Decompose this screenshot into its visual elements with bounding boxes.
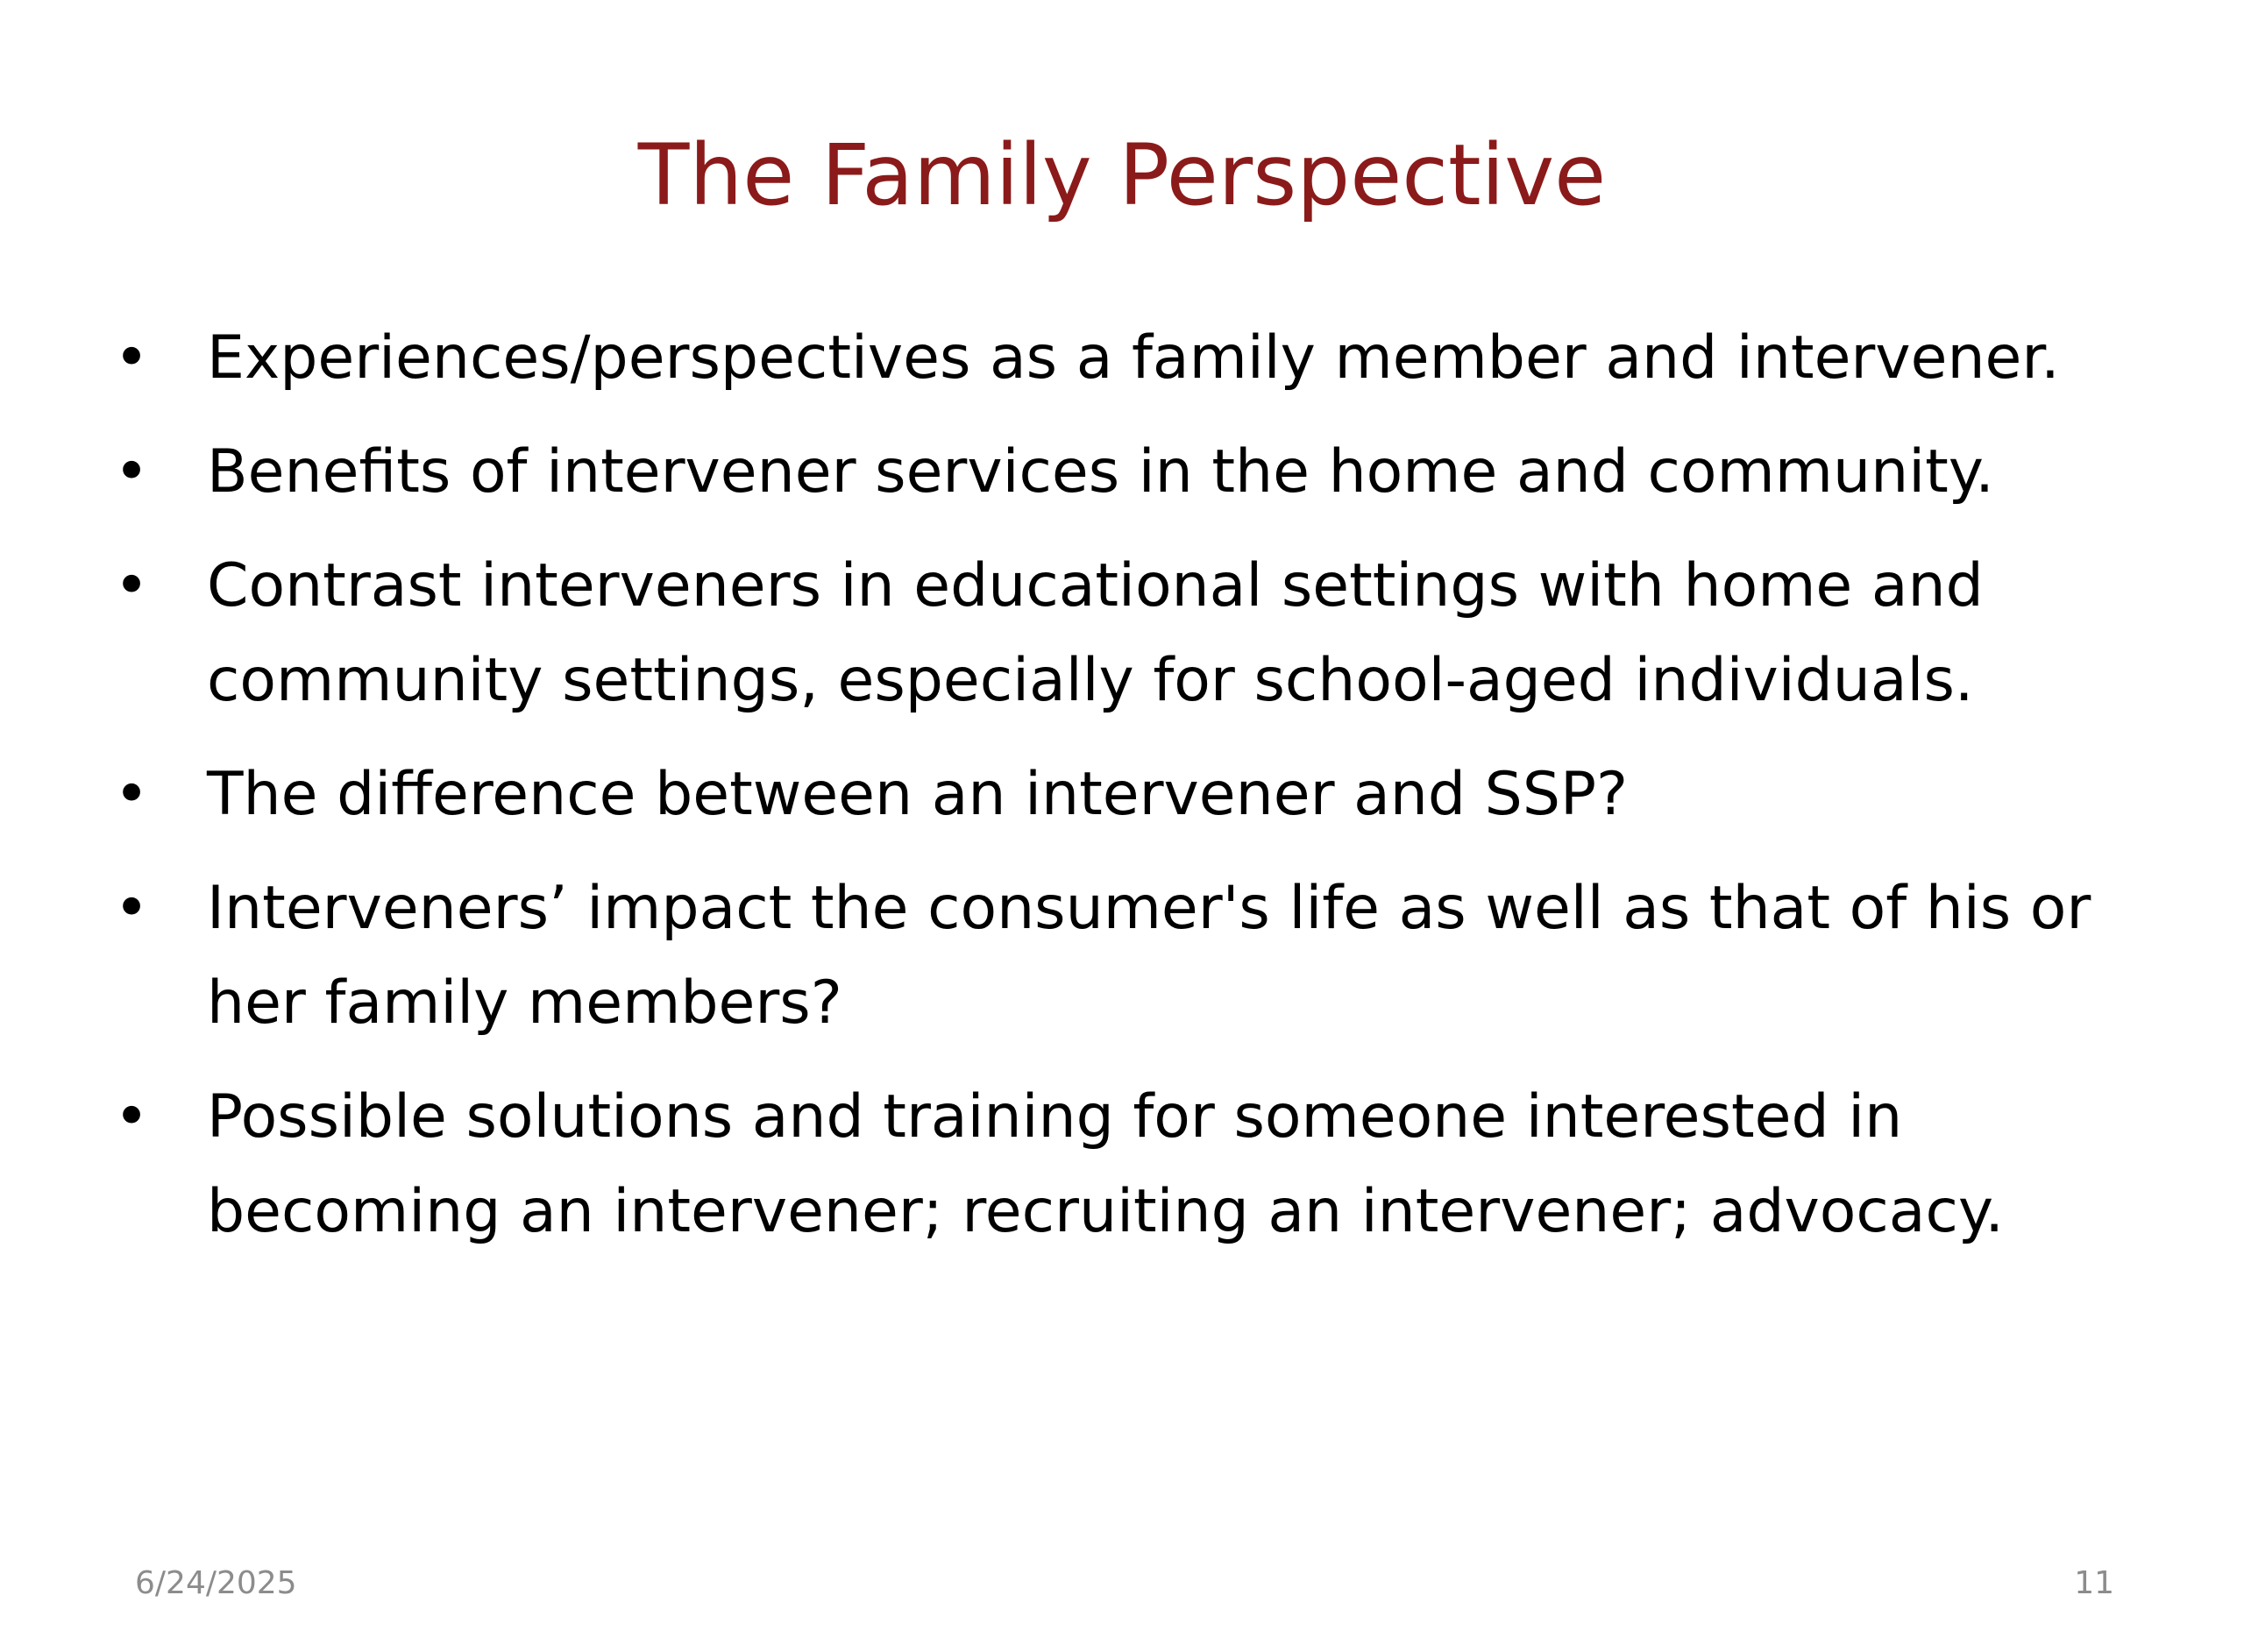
bullet-icon: • bbox=[114, 874, 150, 943]
bullet-text: Interveners’ impact the consumer's life as well as that of his or her family members? bbox=[207, 874, 2091, 1038]
footer-date: 6/24/2025 bbox=[135, 1565, 297, 1601]
slide-title: The Family Perspective bbox=[637, 126, 1607, 224]
bullet-item bbox=[114, 311, 2156, 406]
bullet-item bbox=[114, 425, 2156, 520]
bullet-text: Contrast interveners in educational settings with home and community settings, especially for school-aged individuals. bbox=[207, 551, 1984, 715]
bullet-icon: • bbox=[114, 437, 150, 507]
bullet-item bbox=[114, 861, 2156, 1051]
bullet-text: Benefits of intervener services in the home and community. bbox=[207, 437, 1994, 507]
bullet-icon: • bbox=[114, 760, 150, 829]
page-number: 11 bbox=[2074, 1565, 2114, 1601]
bullet-list bbox=[114, 311, 2156, 1279]
bullet-text: Experiences/perspectives as a family member and intervener. bbox=[207, 323, 2060, 393]
bullet-text: Possible solutions and training for someone interested in becoming an intervener; recruiting an intervener; advocacy. bbox=[207, 1082, 2004, 1246]
bullet-item bbox=[114, 539, 2156, 728]
bullet-text: The difference between an intervener and SSP? bbox=[207, 760, 1629, 829]
bullet-item bbox=[114, 1070, 2156, 1259]
bullet-item bbox=[114, 748, 2156, 842]
bullet-icon: • bbox=[114, 1082, 150, 1152]
bullet-icon: • bbox=[114, 551, 150, 620]
bullet-icon: • bbox=[114, 323, 150, 393]
